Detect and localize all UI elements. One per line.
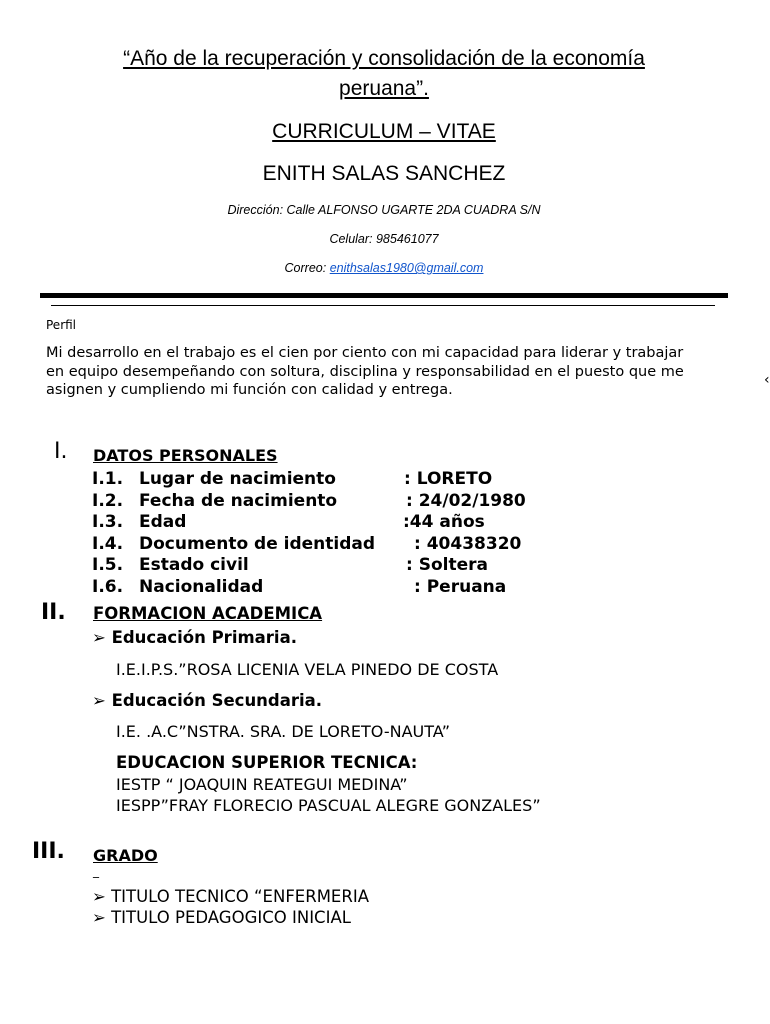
higher-school-1: IESTP “ JOAQUIN REATEGUI MEDINA” — [116, 775, 408, 794]
arrow-bullet-icon: ➢ — [92, 887, 106, 906]
higher-school-2: IESPP”FRAY FLORECIO PASCUAL ALEGRE GONZALES” — [116, 796, 541, 815]
email-link[interactable]: enithsalas1980@gmail.com — [329, 261, 484, 275]
row-value: : LORETO — [404, 469, 493, 489]
email-label: Correo: — [284, 261, 327, 275]
row-value: : 24/02/1980 — [406, 491, 526, 511]
phone-line: Celular: 985461077 — [329, 232, 439, 246]
section-title-education: FORMACION ACADEMICA — [93, 604, 323, 623]
row-value: : Peruana — [414, 577, 507, 597]
cv-title: CURRICULUM – VITAE — [272, 120, 496, 143]
secondary-education-label: Educación Secundaria. — [111, 691, 323, 710]
underscore-mark: _ — [93, 864, 99, 878]
row-label: Lugar de nacimiento — [139, 469, 336, 489]
row-number: I.2. — [92, 491, 124, 511]
row-value: :44 años — [403, 512, 485, 532]
motto-line-1: “Año de la recuperación y consolidación de la economía — [123, 47, 645, 70]
motto-heading — [0, 44, 768, 104]
row-label: Estado civil — [139, 555, 249, 575]
row-number: I.6. — [92, 577, 124, 597]
address-line: Dirección: Calle ALFONSO UGARTE 2DA CUADRA S/N — [227, 203, 541, 217]
section-number-personal: I. — [54, 439, 68, 464]
email-line — [0, 261, 768, 275]
primary-school-name: I.E.I.P.S.”ROSA LICENIA VELA PINEDO DE COSTA — [116, 660, 499, 679]
row-number: I.1. — [92, 469, 124, 489]
row-value: : Soltera — [406, 555, 488, 575]
primary-education-item — [92, 628, 297, 647]
higher-education-label: EDUCACION SUPERIOR TECNICA: — [116, 753, 418, 772]
row-number: I.3. — [92, 512, 124, 532]
row-number: I.4. — [92, 534, 124, 554]
row-label: Documento de identidad — [139, 534, 376, 554]
primary-education-label: Educación Primaria. — [111, 628, 297, 647]
section-title-personal: DATOS PERSONALES — [93, 446, 278, 465]
stray-mark: ‹ — [764, 372, 770, 388]
motto-line-2: peruana”. — [339, 77, 429, 100]
section-number-degree: III. — [32, 839, 65, 864]
secondary-education-item — [92, 691, 322, 710]
thin-divider — [51, 305, 715, 306]
row-label: Nacionalidad — [139, 577, 264, 597]
arrow-bullet-icon: ➢ — [92, 908, 106, 927]
secondary-school-name: I.E. .A.C”NSTRA. SRA. DE LORETO-NAUTA” — [116, 722, 451, 741]
row-number: I.5. — [92, 555, 124, 575]
row-label: Fecha de nacimiento — [139, 491, 338, 511]
degree-item — [92, 887, 369, 906]
section-number-education: II. — [41, 600, 66, 625]
degree-item — [92, 908, 351, 927]
row-value: : 40438320 — [414, 534, 522, 554]
degree-item-label: TITULO PEDAGOGICO INICIAL — [111, 908, 351, 927]
row-label: Edad — [139, 512, 187, 532]
thick-divider — [40, 293, 728, 298]
arrow-bullet-icon: ➢ — [92, 691, 106, 710]
applicant-name: ENITH SALAS SANCHEZ — [262, 162, 506, 185]
degree-item-label: TITULO TECNICO “ENFERMERIA — [111, 887, 369, 906]
section-title-degree: GRADO — [93, 846, 158, 865]
arrow-bullet-icon: ➢ — [92, 628, 106, 647]
profile-text: Mi desarrollo en el trabajo es el cien por ciento con mi capacidad para liderar y trabajar en equipo desempeñando con soltura, disciplina y responsabilidad en el puesto que me asignen y cumpliendo mi función con calidad y entrega. — [46, 345, 684, 398]
profile-label: Perfil — [46, 318, 77, 332]
